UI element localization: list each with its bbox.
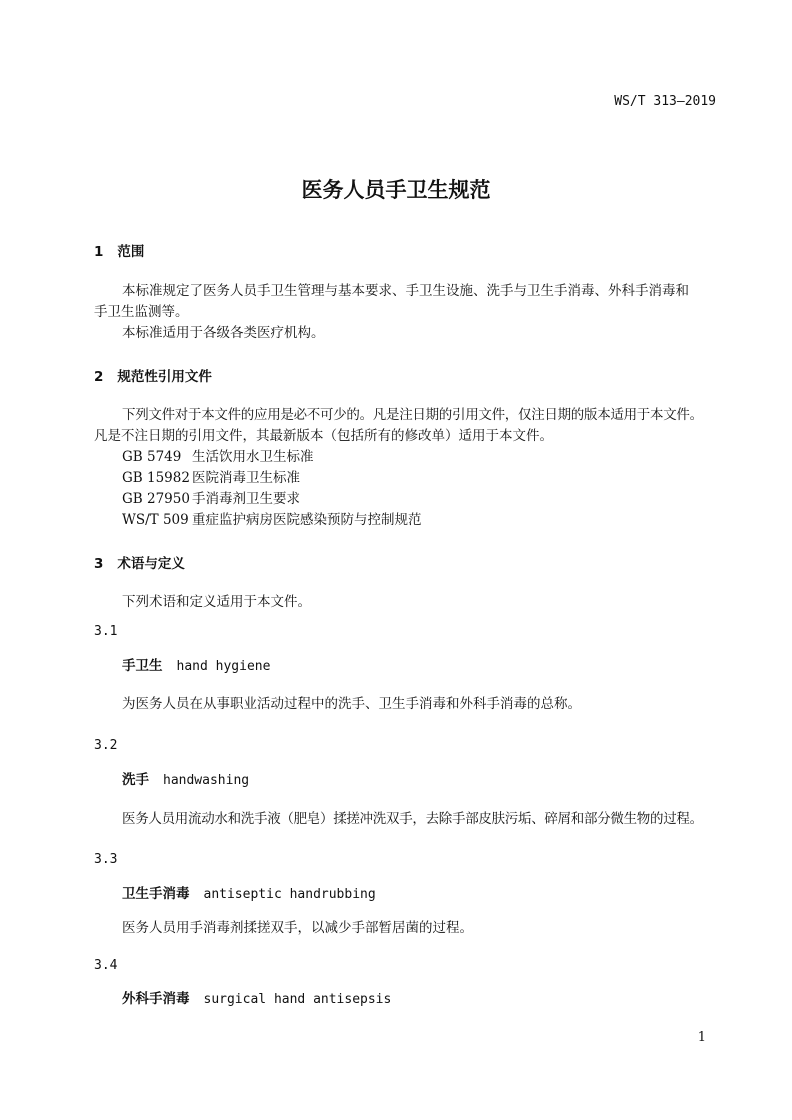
section-number: 3 <box>94 556 104 572</box>
term-definition: 医务人员用手消毒剂揉搓双手，以减少手部暂居菌的过程。 <box>122 920 473 936</box>
reference-code: WS/T 509 <box>122 512 189 528</box>
reference-title: 医院消毒卫生标准 <box>192 470 300 486</box>
term-heading <box>122 987 391 1008</box>
reference-item <box>122 510 422 531</box>
term-number: 3.2 <box>94 738 118 753</box>
section-number: 2 <box>94 369 104 385</box>
term-chinese: 卫生手消毒 <box>122 886 190 902</box>
term-chinese: 手卫生 <box>122 658 163 674</box>
reference-title: 手消毒剂卫生要求 <box>192 491 300 507</box>
term-chinese: 外科手消毒 <box>122 991 190 1007</box>
term-heading <box>122 882 376 903</box>
paragraph-line: 凡是不注日期的引用文件，其最新版本（包括所有的修改单）适用于本文件。 <box>94 428 553 444</box>
term-english: antiseptic handrubbing <box>203 887 376 902</box>
term-definition: 为医务人员在从事职业活动过程中的洗手、卫生手消毒和外科手消毒的总称。 <box>122 696 581 712</box>
page-number: 1 <box>697 1030 706 1045</box>
term-number: 3.3 <box>94 852 118 867</box>
paragraph-line: 下列文件对于本文件的应用是必不可少的。凡是注日期的引用文件，仅注日期的版本适用于本文件。 <box>122 407 703 423</box>
reference-code: GB 15982 <box>122 470 190 486</box>
reference-item <box>122 447 314 468</box>
paragraph-line: 本标准规定了医务人员手卫生管理与基本要求、手卫生设施、洗手与卫生手消毒、外科手消毒和 <box>122 283 689 299</box>
term-english: handwashing <box>163 773 250 788</box>
section-number: 1 <box>94 244 104 260</box>
reference-item <box>122 468 300 489</box>
term-heading <box>122 654 270 675</box>
standard-code: WS/T 313—2019 <box>614 94 716 109</box>
section-1-heading <box>94 240 144 260</box>
section-title: 术语与定义 <box>117 556 185 572</box>
term-chinese: 洗手 <box>122 772 149 788</box>
paragraph-line: 下列术语和定义适用于本文件。 <box>122 594 311 610</box>
term-english: hand hygiene <box>176 659 271 674</box>
term-heading <box>122 768 249 789</box>
reference-code: GB 5749 <box>122 449 182 465</box>
document-title: 医务人员手卫生规范 <box>301 178 491 202</box>
term-definition: 医务人员用流动水和洗手液（肥皂）揉搓冲洗双手，去除手部皮肤污垢、碎屑和部分微生物的过程。 <box>122 811 703 827</box>
paragraph-line: 手卫生监测等。 <box>94 304 189 320</box>
reference-title: 生活饮用水卫生标准 <box>192 449 314 465</box>
section-3-heading <box>94 552 185 572</box>
reference-code: GB 27950 <box>122 491 190 507</box>
term-number: 3.1 <box>94 624 118 639</box>
term-number: 3.4 <box>94 958 118 973</box>
reference-item <box>122 489 300 510</box>
section-2-heading <box>94 365 212 385</box>
section-title: 范围 <box>117 244 145 260</box>
term-english: surgical hand antisepsis <box>203 992 392 1007</box>
paragraph-line: 本标准适用于各级各类医疗机构。 <box>122 325 325 341</box>
reference-title: 重症监护病房医院感染预防与控制规范 <box>192 512 422 528</box>
section-title: 规范性引用文件 <box>117 369 212 385</box>
